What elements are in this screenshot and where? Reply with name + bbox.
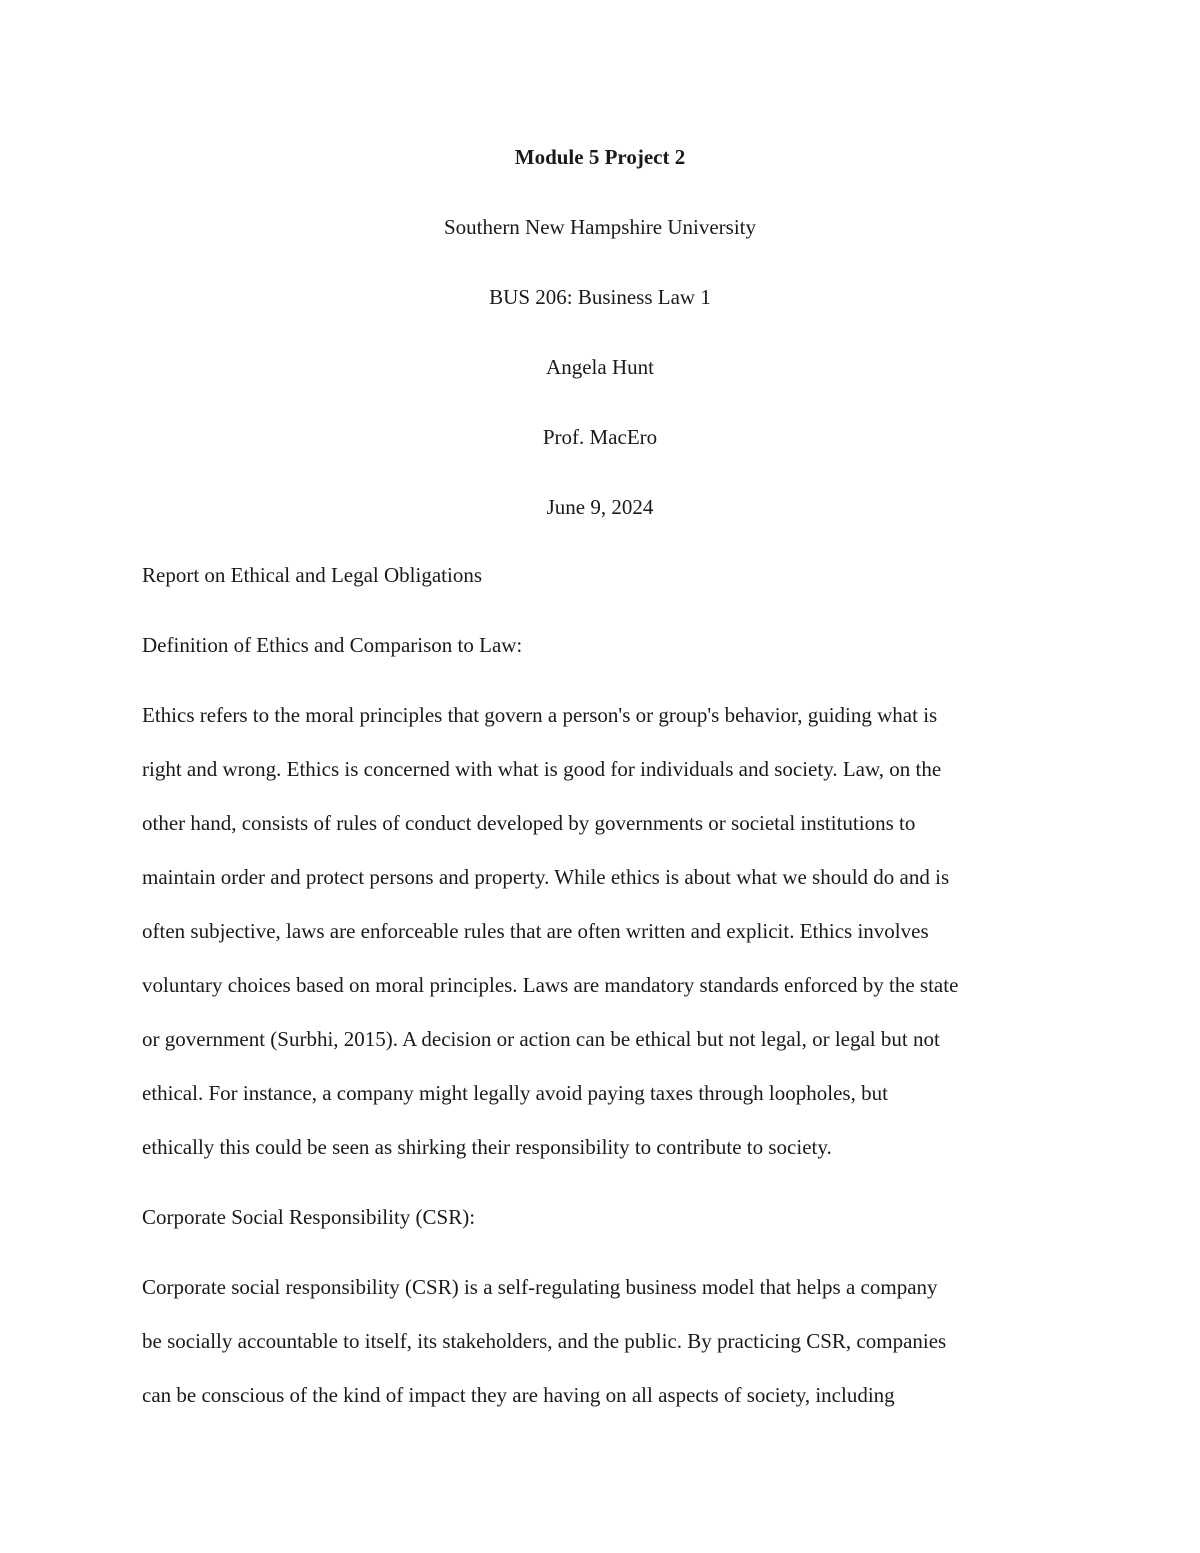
paragraph-line: Corporate social responsibility (CSR) is a self-regulating business model that helps a company (142, 1275, 938, 1299)
paragraph-csr (142, 1272, 1062, 1434)
institution-name: Southern New Hampshire University (443, 215, 757, 239)
title-page-block (0, 142, 1200, 562)
instructor-name: Prof. MacEro (542, 425, 658, 449)
report-heading: Report on Ethical and Legal Obligations (142, 563, 482, 587)
author-name: Angela Hunt (546, 355, 654, 379)
section-heading-csr: Corporate Social Responsibility (CSR): (142, 1205, 476, 1229)
paragraph-line: other hand, consists of rules of conduct developed by governments or societal institutions to (142, 811, 916, 835)
course-name: BUS 206: Business Law 1 (489, 285, 711, 309)
paragraph-line: ethical. For instance, a company might legally avoid paying taxes through loopholes, but (142, 1081, 888, 1105)
paragraph-line: right and wrong. Ethics is concerned with what is good for individuals and society. Law, on the (142, 757, 942, 781)
paragraph-line: maintain order and protect persons and property. While ethics is about what we should do and is (142, 865, 950, 889)
paragraph-line: often subjective, laws are enforceable rules that are often written and explicit. Ethics involves (142, 919, 929, 943)
paragraph-line: ethically this could be seen as shirking their responsibility to contribute to society. (142, 1135, 832, 1159)
paragraph-ethics-definition (142, 700, 1062, 1186)
document-title: Module 5 Project 2 (514, 145, 686, 169)
report-body (142, 560, 1062, 1434)
paragraph-line: can be conscious of the kind of impact they are having on all aspects of society, including (142, 1383, 895, 1407)
paragraph-line: Ethics refers to the moral principles that govern a person's or group's behavior, guiding what is (142, 703, 938, 727)
paragraph-line: or government (Surbhi, 2015). A decision or action can be ethical but not legal, or legal but not (142, 1027, 940, 1051)
paragraph-line: voluntary choices based on moral principles. Laws are mandatory standards enforced by the state (142, 973, 959, 997)
section-heading-ethics: Definition of Ethics and Comparison to Law: (142, 633, 523, 657)
paragraph-line: be socially accountable to itself, its stakeholders, and the public. By practicing CSR, companies (142, 1329, 947, 1353)
submission-date: June 9, 2024 (546, 495, 654, 519)
